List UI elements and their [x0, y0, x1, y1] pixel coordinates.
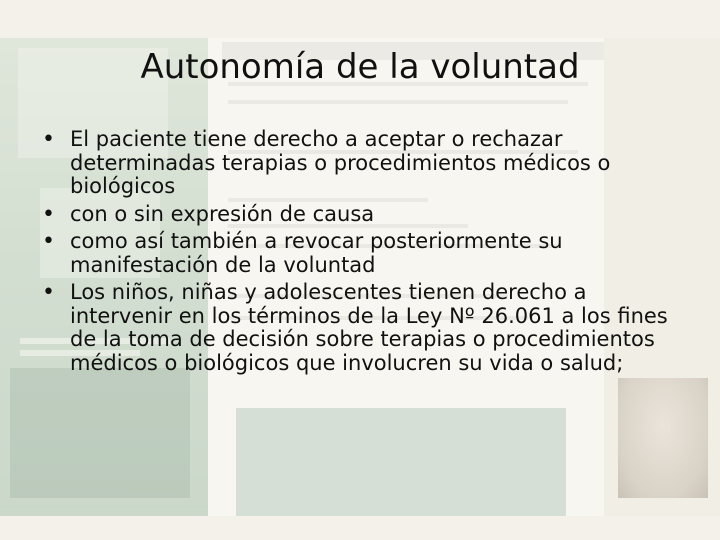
bullet-item: • como así también a revocar posteriormente su manifestación de la voluntad: [40, 230, 680, 277]
background-text-line: [228, 100, 568, 104]
bullet-item: • con o sin expresión de causa: [40, 203, 680, 227]
background-portrait-photo: [618, 378, 708, 498]
background-poster-info: [10, 368, 190, 498]
background-document-footer: [236, 408, 566, 516]
slide-title: Autonomía de la voluntad: [140, 47, 580, 87]
bullet-item: • El paciente tiene derecho a aceptar o rechazar determinadas terapias o procedimientos médicos o biológicos: [40, 128, 680, 199]
bullet-list: [40, 128, 680, 379]
bullet-item: • Los niños, niñas y adolescentes tienen derecho a intervenir en los términos de la Ley Nº 26.061 a los fines de la toma de decisión sobre terapias o procedimientos médicos o biológicos que involucren su vida o salud;: [40, 281, 680, 375]
